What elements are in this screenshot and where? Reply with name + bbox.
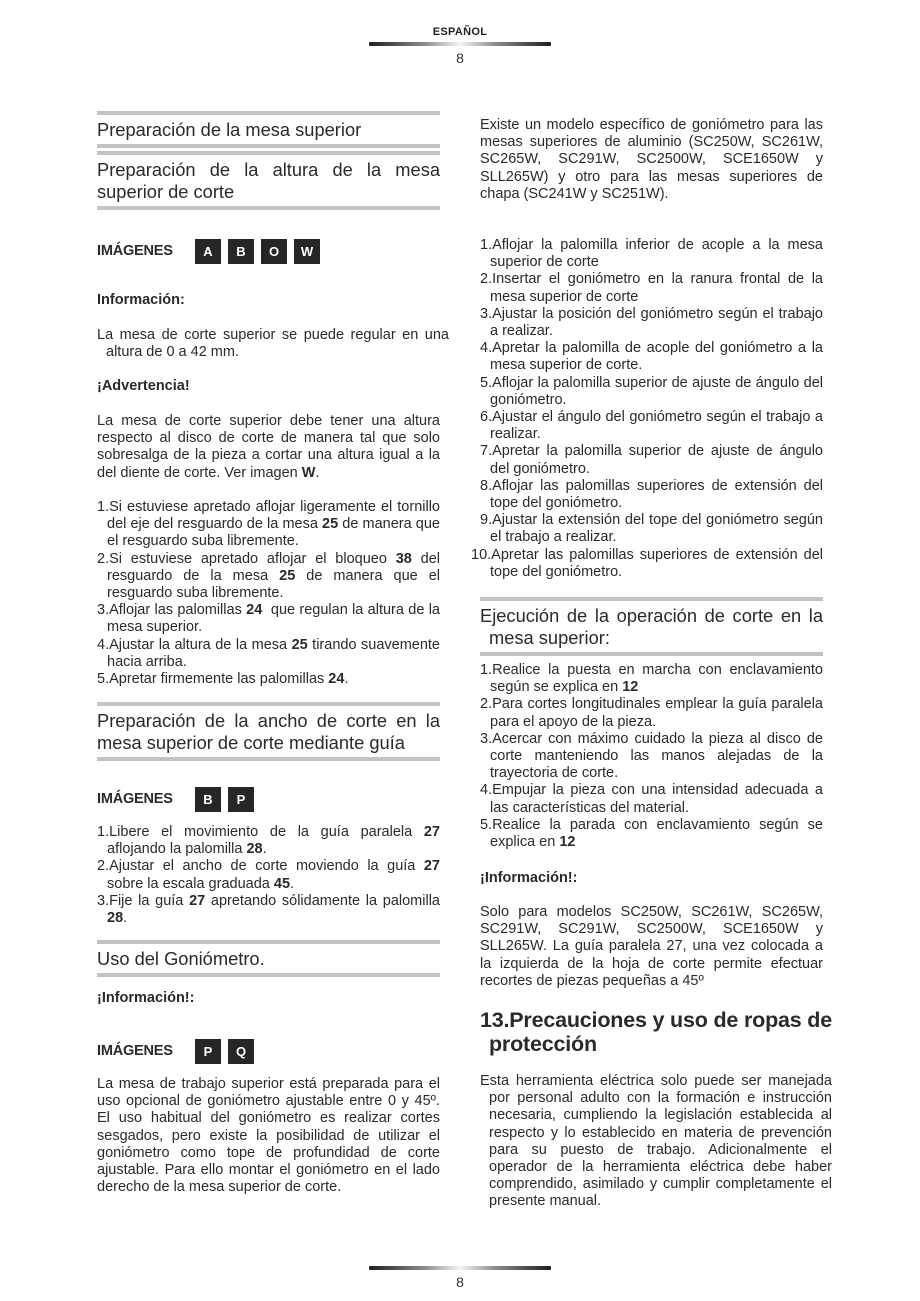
section-rule bbox=[97, 757, 440, 761]
goniometer-steps-list bbox=[471, 237, 823, 581]
images-reference-1 bbox=[97, 238, 440, 264]
section-mesa-superior bbox=[97, 111, 440, 148]
list-item: 5.Aflojar la palomilla superior de ajuste de ángulo del goniómetro. bbox=[480, 374, 823, 408]
info-label: Información: bbox=[97, 292, 185, 308]
info-text: La mesa de corte superior se puede regular en una altura de 0 a 42 mm. bbox=[97, 327, 449, 361]
list-item: 2.Si estuviese apretado aflojar el bloqueo 38 del resguardo de la mesa 25 de manera que el resguardo suba libremente. bbox=[97, 550, 440, 602]
section-ejecucion bbox=[480, 597, 823, 656]
image-badge-p: P bbox=[228, 787, 254, 812]
language-header: ESPAÑOL bbox=[432, 26, 488, 38]
images-label: IMÁGENES bbox=[97, 243, 173, 259]
list-item: 6.Ajustar el ángulo del goniómetro según el trabajo a realizar. bbox=[480, 409, 823, 443]
section-goniometro bbox=[97, 940, 440, 977]
list-item: 7.Apretar la palomilla superior de ajuste de ángulo del goniómetro. bbox=[480, 443, 823, 477]
image-badge-a: A bbox=[195, 239, 221, 264]
warning-text-body: La mesa de corte superior debe tener una altura respecto al disco de corte de manera tal que solo sobresalga de la pieza a cortar una altura igual a la del diente de corte. Ver imagen bbox=[97, 413, 440, 481]
list-item: 1.Si estuviese apretado aflojar ligeramente el tornillo del eje del resguardo de la mesa 25 de manera que el resguardo suba libremente. bbox=[97, 499, 440, 550]
image-badge-p: P bbox=[195, 1039, 221, 1064]
list-item: 3.Aflojar las palomillas 24 que regulan la altura de la mesa superior. bbox=[97, 602, 445, 636]
list-item: 1.Libere el movimiento de la guía paralela 27 aflojando la palomilla 28. bbox=[97, 824, 440, 858]
goniometer-models-text: Existe un modelo específico de goniómetro para las mesas superiores de aluminio (SC250W, SC261W, SC265W, SC291W, SC2500W, SCE1650W y SLL265W) y otro para las mesas superiores de chapa (SC241W y SC251W). bbox=[480, 117, 823, 202]
info-label-2: ¡Información!: bbox=[97, 990, 195, 1006]
section-rule bbox=[97, 973, 440, 977]
image-badge-b: B bbox=[228, 239, 254, 264]
images-label: IMÁGENES bbox=[97, 1043, 173, 1059]
list-item: 4.Apretar la palomilla de acople del goniómetro a la mesa superior de corte. bbox=[480, 340, 823, 374]
warning-text bbox=[97, 413, 440, 482]
list-item: 8.Aflojar las palomillas superiores de extensión del tope del goniómetro. bbox=[480, 477, 823, 512]
list-item: 1.Realice la puesta en marcha con enclavamiento según se explica en 12 bbox=[480, 662, 823, 696]
image-badge-o: O bbox=[261, 239, 287, 264]
list-item: 2.Ajustar el ancho de corte moviendo la guía 27 sobre la escala graduada 45. bbox=[97, 858, 440, 892]
height-steps-list bbox=[97, 499, 445, 688]
goniometer-text: La mesa de trabajo superior está preparada para el uso opcional de goniómetro ajustable entre 0 y 45º. El uso habitual del goniómetro es realizar cortes sesgados, pero existe la posibilidad de utilizar el goniómetro como tope de profundidad de corte ajustable. Para ello montar el goniómetro en el lado derecho de la mesa superior de corte. bbox=[97, 1076, 440, 1196]
list-item: 2.Insertar el goniómetro en la ranura frontal de la mesa superior de corte bbox=[480, 271, 823, 305]
images-label: IMÁGENES bbox=[97, 791, 173, 807]
section-title: Preparación de la ancho de corte en la mesa superior de corte mediante guía bbox=[97, 710, 440, 753]
images-reference-2 bbox=[97, 786, 440, 812]
list-item: 4.Empujar la pieza con una intensidad adecuada a las características del material. bbox=[480, 782, 823, 816]
list-item: 2.Para cortes longitudinales emplear la guía paralela para el apoyo de la pieza. bbox=[480, 696, 823, 730]
width-steps-list bbox=[97, 824, 440, 927]
section-title: Uso del Goniómetro. bbox=[97, 948, 265, 969]
list-item: 5.Apretar firmemente las palomillas 24. bbox=[97, 671, 349, 688]
info-text-right: Solo para modelos SC250W, SC261W, SC265W, SC291W, SC291W, SC2500W, SCE1650W y SLL265W. La guía paralela 27, una vez colocada a la izquierda de la hoja de corte permite efectuar recortes de piezas pequeñas a 45º bbox=[480, 904, 823, 989]
list-item: 3.Fije la guía 27 apretando sólidamente la palomilla 28. bbox=[97, 892, 440, 927]
chapter-title: 13.Precauciones y uso de ropas de protección bbox=[480, 1008, 832, 1056]
warning-text-end: . bbox=[315, 464, 320, 481]
section-rule bbox=[97, 144, 440, 148]
execution-steps-list bbox=[480, 662, 823, 851]
warning-label: ¡Advertencia! bbox=[97, 378, 190, 394]
image-badge-q: Q bbox=[228, 1039, 254, 1064]
list-item: 9.Ajustar la extensión del tope del goniómetro según el trabajo a realizar. bbox=[480, 512, 823, 546]
header-divider bbox=[369, 42, 551, 46]
page-number-bottom: 8 bbox=[456, 1274, 464, 1290]
image-badge-b: B bbox=[195, 787, 221, 812]
images-reference-3 bbox=[97, 1038, 440, 1064]
chapter-text: Esta herramienta eléctrica solo puede ser manejada por personal adulto con la formación e instrucción necesaria, cumpliendo la legislación establecida al respecto y lo establecido en materia de prevención para su puesto de trabajo. Adicionalmente el operador de la herramienta eléctrica debe haber comprendido, asimilado y cumplir completamente el presente manual. bbox=[480, 1073, 832, 1210]
list-item: 10.Apretar las palomillas superiores de extensión del tope del goniómetro. bbox=[471, 546, 823, 580]
image-ref: W bbox=[301, 464, 316, 481]
list-item: 1.Aflojar la palomilla inferior de acople a la mesa superior de corte bbox=[480, 237, 823, 271]
footer-divider bbox=[369, 1266, 551, 1270]
section-title: Preparación de la altura de la mesa superior de corte bbox=[97, 159, 440, 202]
section-title: Preparación de la mesa superior bbox=[97, 119, 362, 140]
list-item: 5.Realice la parada con enclavamiento según se explica en 12 bbox=[480, 816, 823, 851]
list-item: 3.Ajustar la posición del goniómetro según el trabajo a realizar. bbox=[480, 305, 823, 340]
section-rule bbox=[97, 206, 440, 210]
list-item: 3.Acercar con máximo cuidado la pieza al disco de corte manteniendo las manos alejadas de la trayectoria de corte. bbox=[480, 730, 823, 782]
info-label-right: ¡Información!: bbox=[480, 870, 578, 886]
section-altura-mesa bbox=[97, 151, 440, 210]
section-rule bbox=[480, 652, 823, 656]
section-ancho-corte bbox=[97, 702, 440, 761]
page-number-top: 8 bbox=[456, 50, 464, 66]
list-item: 4.Ajustar la altura de la mesa 25 tirando suavemente hacia arriba. bbox=[97, 636, 440, 670]
image-badge-w: W bbox=[294, 239, 320, 264]
section-title: Ejecución de la operación de corte en la mesa superior: bbox=[480, 605, 823, 648]
